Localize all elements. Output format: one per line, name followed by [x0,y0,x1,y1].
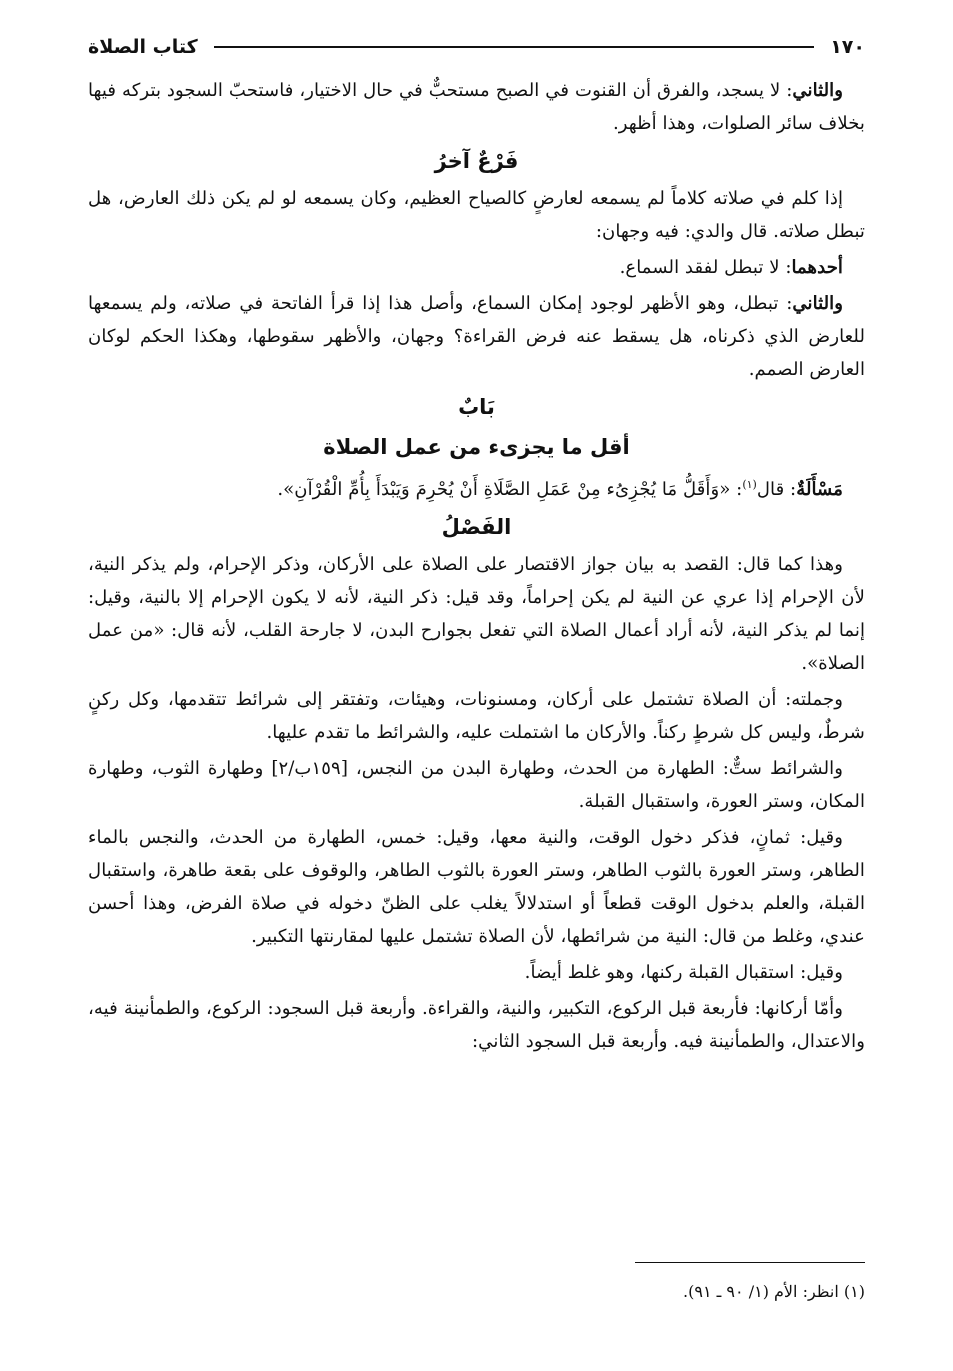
paragraph-text: إذا كلم في صلاته كلاماً لم يسمعه لعارضٍ كالصياح العظيم، وكان يسمعه لو لم يكن ذلك العارض، هل تبطل صلاته. قال والدي: فيه وجهان: [88,188,865,242]
paragraph-3 [88,251,865,284]
paragraph-text: وقيل: استقبال القبلة ركنها، وهو غلط أيضاً. [524,962,843,984]
footnote: (١) انظر: الأم (١/ ٩٠ ـ ٩١). [683,1282,865,1301]
paragraph-2 [88,182,865,248]
paragraph-5 [88,468,865,506]
footnote-rule [635,1262,865,1263]
paragraph-text: وقيل: ثمانٍ، فذكر دخول الوقت، والنية معها، وقيل: خمس، الطهارة من الحدث، والنجس بالماء الطاهر، وستر العورة بالثوب الطاهر، وستر العورة بالثوب الطاهر، والوقوف على بقعة طاهرة، واستقبال القبلة، والعلم بدخول الوقت قطعاً أو استدلالاً يغلب على الظنّ دخوله في صلاة الفرض، وهذا أحسن عندي، وغلط من قال: النية من شرائطها، لأن الصلاة تشتمل عليها لمقارنتها التكبير. [88,827,865,948]
paragraph-lead: والثاني [792,80,843,101]
paragraph-1 [88,74,865,140]
paragraph-lead: والثاني [792,293,843,314]
section-heading: الفَصْلُ [441,515,512,540]
paragraph-4 [88,287,865,386]
paragraph-pre: : قال [756,479,797,501]
paragraph-text: وجملته: أن الصلاة تشتمل على أركان، ومسنونات، وهيئات، وتفتقر إلى شرائط تتقدمها، وكل ركنٍ شرطٌ، وليس كل شرطٍ ركناً. والأركان ما اشتملت عليه، والشرائط ما تقدم عليها. [88,689,865,744]
paragraph-text: : لا تبطل لفقد السماع. [619,257,792,278]
paragraph-8 [88,752,865,818]
footnote-marker: (١) [742,478,757,491]
paragraph-text: وهذا كما قال: القصد به بيان جواز الاقتصار على الصلاة على الأركان، وذكر الإحرام، ولم يذكر النية، لأن الإحرام إذا عري عن النية لم يكن إحراماً، وقد قيل: ذكر النية، لأنه لا يكون الإحرام إلا بالنية، وقيل: إنما لم يذكر النية، لأنه أراد أعمال الصلاة التي تفعل بجوارح البدن، لا جارحة القلب، لأنه قال: «من عمل الصلاة». [88,554,865,675]
chapter-title: أقل ما يجزىء من عمل الصلاة [323,435,630,459]
paragraph-lead: مَسْأَلَةٌ [796,479,843,501]
paragraph-text: : لا يسجد، والفرق أن القنوت في الصبح مستحبٌّ في حال الاختيار، فاستحبّ السجود بتركه فيها بخلاف سائر الصلوات، وهذا أظهر. [88,80,865,134]
page [88,30,865,1058]
paragraph-9 [88,821,865,953]
paragraph-text: : تبطل، وهو الأظهر لوجود إمكان السماع، وأصل هذا إذا قرأ الفاتحة في صلاته، ولم يسمعها للعارض الذي ذكرناه، هل يسقط عنه فرض القراءة؟ وجهان، والأظهر سقوطها، وهكذا الحكم لوكان العارض الصمم. [88,293,865,380]
paragraph-10 [88,956,865,989]
body-text [88,74,865,1058]
paragraph-text: وأمّا أركانها: فأربعة قبل الركوع، التكبير، والنية، والقراءة. وأربعة قبل السجود: الركوع، والطمأنينة فيه، والاعتدال، والطمأنينة فيه. وأربعة قبل السجود الثاني: [88,998,865,1053]
subsection-heading: فَرْعٌ آخرُ [434,149,519,173]
header-rule [214,46,815,48]
footnote-area [88,1262,865,1307]
paragraph-11 [88,992,865,1058]
page-number: ١٧٠ [830,36,865,58]
chapter-heading: بَابٌ [458,395,495,419]
paragraph-7 [88,683,865,749]
paragraph-lead: أحدهما [791,257,843,278]
paragraph-text: : «وَأَقَلُّ مَا يُجْزِىُء مِنْ عَمَلِ الصَّلَاةِ أَنْ يُحْرِمَ وَيَبْدَأَ بِأُمِّ الْقُرْآنِ». [277,479,743,501]
paragraph-6 [88,548,865,680]
book-title: كتاب الصلاة [88,36,198,58]
paragraph-text: والشرائط ستٌّ: الطهارة من الحدث، وطهارة البدن من النجس، [١٥٩ب/٢] وطهارة الثوب، وطهارة المكان، وستر العورة، واستقبال القبلة. [88,758,865,813]
running-header [88,30,865,64]
